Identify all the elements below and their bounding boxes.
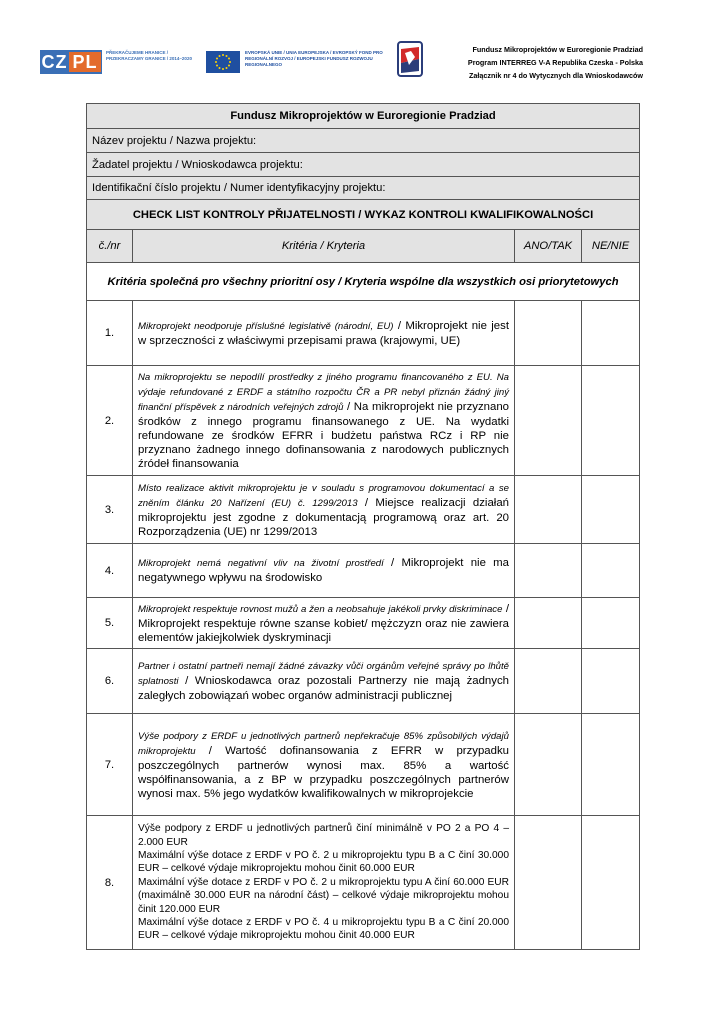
criterion-line: Výše podpory z ERDF u jednotlivých partnerů činí minimálně v PO 2 a PO 4 – 2.000 EUR xyxy=(138,823,509,848)
no-cell[interactable] xyxy=(582,598,640,649)
no-cell[interactable] xyxy=(582,476,640,544)
project-id-field[interactable]: Identifikační číslo projektu / Numer identyfikacyjny projektu: xyxy=(87,177,640,200)
eu-logo-text: EVROPSKÁ UNIE / UNIA EUROPEJSKA / EVROPSKÝ FOND PRO REGIONÁLNÍ ROZVOJ / EUROPEJSKI FUNDUSZ ROZWOJU REGIONALNEGO xyxy=(245,50,383,67)
yes-cell[interactable] xyxy=(515,544,582,598)
criterion-text xyxy=(133,598,515,649)
criterion-cz: Mikroprojekt respektuje rovnost mužů a žen a neobsahuje jakékoli prvky diskriminace xyxy=(138,603,503,615)
column-header-nr: č./nr xyxy=(87,230,133,263)
criterion-pl: / Wnioskodawca oraz pozostali Partnerzy nie mają żadnych zaległych zobowiązań wobec organów administracji publicznej xyxy=(138,675,509,702)
criterion-text xyxy=(133,301,515,366)
table-row xyxy=(87,714,640,816)
yes-cell[interactable] xyxy=(515,476,582,544)
header-line-2: Program INTERREG V-A Republika Czeska - Polska xyxy=(467,58,643,67)
criterion-cz: Výše podpory z ERDF u jednotlivých partnerů nepřekračuje 85% způsobilých výdajů mikroprojektu xyxy=(138,730,509,757)
row-number: 7. xyxy=(87,714,133,816)
no-cell[interactable] xyxy=(582,714,640,816)
criterion-pl: / Miejsce realizacji działań mikroprojektu jest zgodne z dokumentacją programową oraz art. 20 Rozporządzenia (UE) nr 1299/2013 xyxy=(138,496,509,538)
criterion-line: Maximální výše dotace z ERDF v PO č. 2 u mikroprojektu typu A činí 60.000 EUR (maximálně 30.000 EUR na národní část) – celkové výdaje mikroprojektu mohou činit 120.000 EUR xyxy=(138,876,509,915)
table-row xyxy=(87,476,640,544)
column-header-yes: ANO/TAK xyxy=(515,230,582,263)
no-cell[interactable] xyxy=(582,366,640,476)
column-header-criteria: Kritéria / Kryteria xyxy=(133,230,515,263)
row-number: 6. xyxy=(87,649,133,714)
header-line-1: Fundusz Mikroprojektów w Euroregionie Pradziad xyxy=(472,45,643,54)
no-cell[interactable] xyxy=(582,649,640,714)
logo-cz-label: CZ xyxy=(41,52,68,72)
yes-cell[interactable] xyxy=(515,816,582,950)
table-row xyxy=(87,649,640,714)
criterion-text xyxy=(133,816,515,950)
yes-cell[interactable] xyxy=(515,366,582,476)
criterion-text xyxy=(133,476,515,544)
criterion-pl: / Mikroprojekt nie ma negatywnego wpływu na środowisko xyxy=(138,557,509,584)
criterion-text xyxy=(133,366,515,476)
criterion-text xyxy=(133,714,515,816)
table-row xyxy=(87,301,640,366)
logo-pl-label: PL xyxy=(69,52,100,72)
criterion-line: Maximální výše dotace z ERDF v PO č. 4 u mikroprojektu typu B a C činí 20.000 EUR – celkové výdaje mikroprojektu mohou činit 40.000 EUR xyxy=(138,917,509,942)
program-logo-text: PŘEKRAČUJEME HRANICE / PRZEKRACZAMY GRANICE / 2014–2020 xyxy=(106,50,192,61)
section-title: Kritéria společná pro všechny prioritní osy / Kryteria wspólne dla wszystkich osi priorytetowych xyxy=(87,263,640,301)
no-cell[interactable] xyxy=(582,816,640,950)
euroregion-seal-icon xyxy=(397,41,423,77)
checklist-table xyxy=(86,103,640,950)
header-line-3: Załącznik nr 4 do Wytycznych dla Wnioskodawców xyxy=(468,71,643,80)
row-number: 3. xyxy=(87,476,133,544)
applicant-field[interactable]: Žadatel projektu / Wnioskodawca projektu: xyxy=(87,153,640,177)
column-header-no: NE/NIE xyxy=(582,230,640,263)
yes-cell[interactable] xyxy=(515,649,582,714)
form-title: Fundusz Mikroprojektów w Euroregionie Pradziad xyxy=(87,104,640,129)
criterion-line: Maximální výše dotace z ERDF v PO č. 2 u mikroprojektu typu B a C činí 30.000 EUR – celkové výdaje mikroprojektu mohou činit 60.000 EUR xyxy=(138,849,509,875)
table-row xyxy=(87,544,640,598)
row-number: 2. xyxy=(87,366,133,476)
table-row xyxy=(87,366,640,476)
criterion-cz: Místo realizace aktivit mikroprojektu je v souladu s programovou dokumentací a se zněním článku 20 Nařízení (EU) č. 1299/2013 xyxy=(138,482,509,509)
row-number: 8. xyxy=(87,816,133,950)
yes-cell[interactable] xyxy=(515,714,582,816)
criterion-pl: / Mikroprojekt nie jest w sprzeczności z właściwymi przepisami prawa (krajowymi, UE) xyxy=(138,319,510,347)
criterion-cz: Mikroprojekt neodporuje příslušné legislativě (národní, EU) xyxy=(138,320,394,332)
row-number: 4. xyxy=(87,544,133,598)
checklist-title: CHECK LIST KONTROLY PŘIJATELNOSTI / WYKAZ KONTROLI KWALIFIKOWALNOŚCI xyxy=(87,200,640,230)
page-header xyxy=(0,38,725,88)
criterion-pl: / Mikroprojekt respektuje równe szanse kobiet/ mężczyzn oraz nie zawiera elementów jakiejkolwiek dyskryminacji xyxy=(138,602,509,644)
table-row xyxy=(87,816,640,950)
eu-flag-icon xyxy=(206,51,240,73)
row-number: 1. xyxy=(87,301,133,366)
interreg-cz-pl-logo xyxy=(40,50,102,74)
project-name-field[interactable]: Název projektu / Nazwa projektu: xyxy=(87,129,640,153)
criterion-pl: / Wartość dofinansowania z EFRR w przypadku poszczególnych partnerów wynosi max. 85% a wartość współfinansowania, a z BP w przypadku poszczególnych partnerów wynosi max. 5% jego wydatków kwalifikowalnych w mikroprojekcie xyxy=(138,744,509,800)
no-cell[interactable] xyxy=(582,301,640,366)
table-row xyxy=(87,598,640,649)
no-cell[interactable] xyxy=(582,544,640,598)
header-info xyxy=(423,43,643,82)
yes-cell[interactable] xyxy=(515,598,582,649)
yes-cell[interactable] xyxy=(515,301,582,366)
criterion-text xyxy=(133,544,515,598)
criterion-cz: Na mikroprojektu se nepodílí prostředky z jiného programu financovaného z EU. Na výdaje refundované z ERDF a státního rozpočtu ČR a PR nebyl přiznán žádný jiný finanční příspěvek z národních veřejných zdrojů xyxy=(138,372,509,413)
criterion-pl: / Na mikroprojekt nie przyznano środków z innego programu finansowanego z UE. Na wydatki refundowane ze środków EFRR i budżetu państwa RCz i RP nie przyznano żadnego innego dofinansowania z narodowych publicznych źródeł finansowania xyxy=(138,401,509,470)
criterion-cz: Partner i ostatní partneři nemají žádné závazky vůči orgánům veřejné správy po lhůtě splatnosti xyxy=(138,661,509,687)
row-number: 5. xyxy=(87,598,133,649)
criterion-text xyxy=(133,649,515,714)
criterion-cz: Mikroprojekt nemá negativní vliv na životní prostředí xyxy=(138,558,384,569)
